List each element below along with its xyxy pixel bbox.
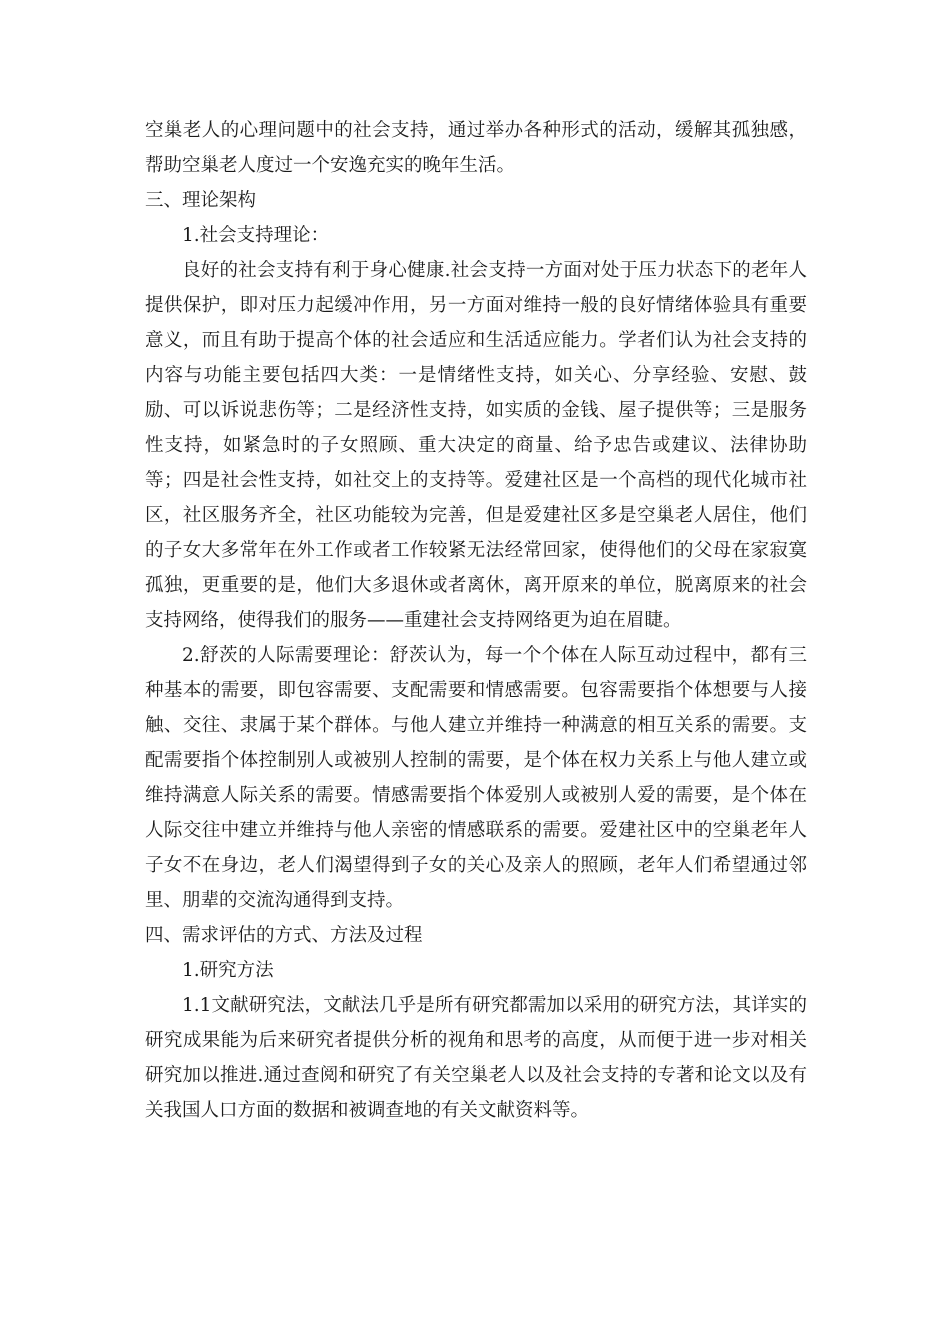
paragraph-social-support: 良好的社会支持有利于身心健康.社会支持一方面对处于压力状态下的老年人提供保护，即对压力起缓冲作用，另一方面对维持一般的良好情绪体验具有重要意义，而且有助于提高个体的社会适应和生活适应能力。学者们认为社会支持的内容与功能主要包括四大类：一是情绪性支持，如关心、分享经验、安慰、鼓励、可以诉说悲伤等；二是经济性支持，如实质的金钱、屋子提供等；三是服务性支持，如紧急时的子女照顾、重大决定的商量、给予忠告或建议、法律协助等；四是社会性支持，如社交上的支持等。爱建社区是一个高档的现代化城市社区，社区服务齐全，社区功能较为完善，但是爱建社区多是空巢老人居住，他们的子女大多常年在外工作或者工作较紧无法经常回家，使得他们的父母在家寂寞孤独，更重要的是，他们大多退休或者离休，离开原来的单位，脱离原来的社会支持网络，使得我们的服务——重建社会支持网络更为迫在眉睫。 [145,260,807,631]
paragraph-continuation: 空巢老人的心理问题中的社会支持，通过举办各种形式的活动，缓解其孤独感，帮助空巢老人度过一个安逸充实的晚年生活。 [145,120,807,176]
subheading-social-support-theory: 1.社会支持理论： [182,225,330,246]
paragraph-literature-research: 1.1文献研究法，文献法几乎是所有研究都需加以采用的研究方法，其详实的研究成果能为后来研究者提供分析的视角和思考的高度，从而便于进一步对相关研究加以推进.通过查阅和研究了有关空巢老人以及社会支持的专著和论文以及有关我国人口方面的数据和被调查地的有关文献资料等。 [145,995,807,1121]
paragraph-schutz-theory: 2.舒茨的人际需要理论：舒茨认为，每一个个体在人际互动过程中，都有三种基本的需要，即包容需要、支配需要和情感需要。包容需要指个体想要与人接触、交往、隶属于某个群体。与他人建立并维持一种满意的相互关系的需要。支配需要指个体控制别人或被别人控制的需要，是个体在权力关系上与他人建立或维持满意人际关系的需要。情感需要指个体爱别人或被别人爱的需要，是个体在人际交往中建立并维持与他人亲密的情感联系的需要。爱建社区中的空巢老年人子女不在身边，老人们渴望得到子女的关心及亲人的照顾，老年人们希望通过邻里、朋辈的交流沟通得到支持。 [145,645,807,911]
document-body [145,113,807,1128]
subheading-research-methods: 1.研究方法 [182,960,274,981]
section-heading-theory: 三、理论架构 [145,190,257,211]
section-heading-needs-assessment: 四、需求评估的方式、方法及过程 [145,925,423,946]
